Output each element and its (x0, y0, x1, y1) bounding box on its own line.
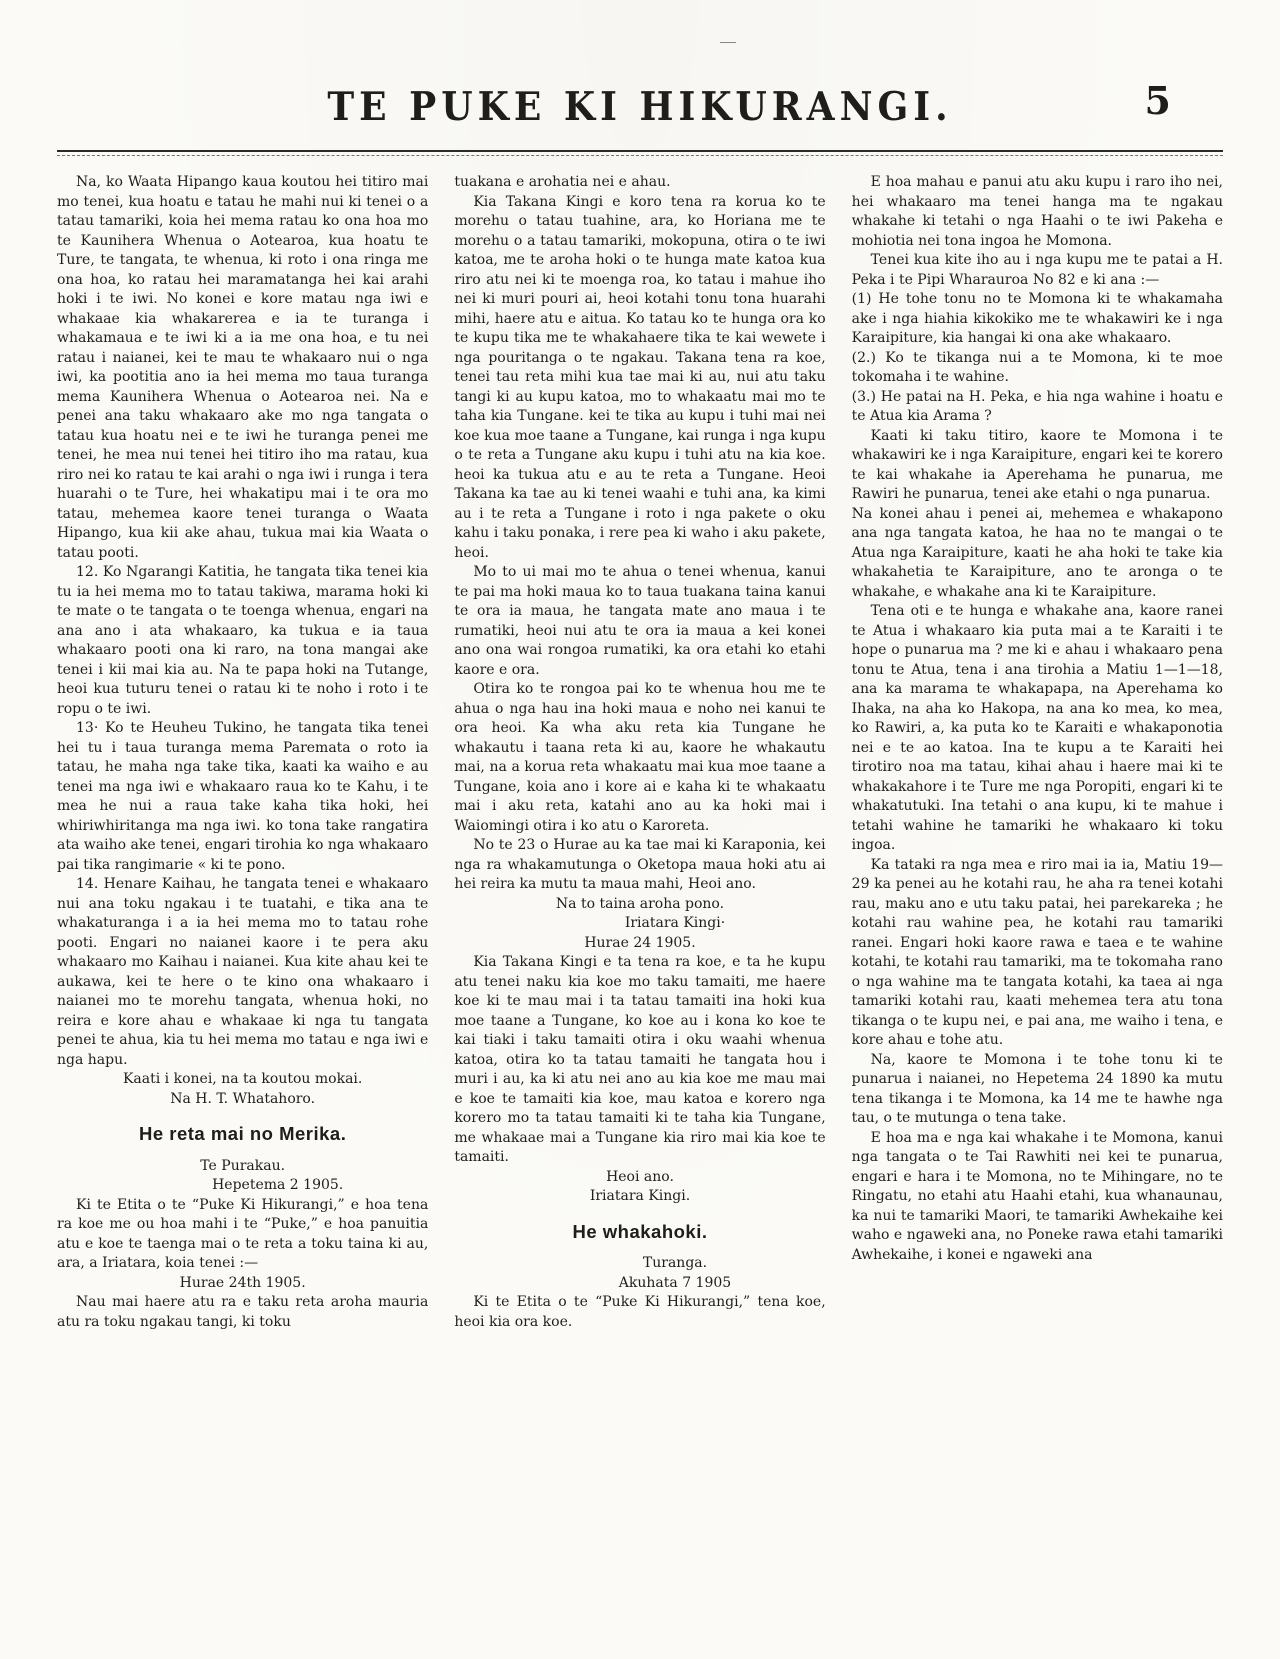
paragraph: 12. Ko Ngarangi Katitia, he tangata tika tenei kia tu ia hei mema mo to tatau takiwa, marama hoki ki te mate o te tangata o te toenga whenua, engari na ana ano i ata whakaaro, ka tukua e ia taua whakaaro pooti ona ki raro, na tona mangai ake tenei i kii mai kia au. Na te papa hoki na Tutange, heoi kua tuturu tenei o ratau ki te noho i roto i te ropu o te iwi. (57, 564, 429, 717)
paragraph: No te 23 o Hurae au ka tae mai ki Karaponia, kei nga ra whakamutunga o Oketopa maua hoki atu ai hei reira ka mutu ta maua mahi, Heoi ano. (454, 837, 826, 892)
paragraph: Na to taina aroha pono. (555, 895, 725, 912)
paragraph: tuakana e arohatia nei e ahau. (454, 174, 671, 190)
paragraph: Kia Takana Kingi e ta tena ra koe, e ta he kupu atu tenei naku kia koe mo taku tamaiti, me haere koe ki te mau mai i ta tatau tamaiti ina hoki kua moe taane a Tungane, ko koe au i kona ko koe te kai tiaki i taku tamaiti otira i oku waahi whenua katoa, otira ko ta tatau tamaiti he tangata hou i muri i au, ka ki atu nei ano au kia koe me mau mai e koe te tamaiti kia koe, mau katoa e korero nga korero mo ta tatau tamaiti ki te taha kia Tungane, me whakaae mai a Tungane kia riro mai kia koe te tamaiti. (454, 954, 826, 1165)
paragraph: Ki te Etita o te “Puke Ki Hikurangi,” tena koe, heoi kia ora koe. (454, 1294, 826, 1330)
paragraph: Ki te Etita o te “Puke Ki Hikurangi,” e hoa tena ra koe me ou hoa mahi i te “Puke,” e hoa panuitia atu e koe te taenga mai o te reta a toku taina ki au, ara, a Iriatara, koia tenei :— (57, 1196, 429, 1271)
column-3 (852, 173, 1223, 1332)
paragraph: Iriatara Kingi. (589, 1188, 691, 1204)
paragraph: Heoi ano. (606, 1168, 674, 1185)
masthead-rule (57, 150, 1223, 156)
paragraph: Na H. T. Whatahoro. (170, 1090, 316, 1107)
paragraph: Otira ko te rongoa pai ko te whenua hou me te ahua o nga hau ina hoki maua e noho nei kanui te ora heoi. Ka wha aku reta kia Tungane he whakautu i taana reta ki au, kaore he whakautu mai, na a korua reta whakaatu mai kua moe taane a Tungane, koia ano i kore ai e kaha ki te whakaatu mai i aku reta, katahi ano au ka hoki mai i Waiomingi otira i ko atu o Karoreta. (454, 681, 826, 834)
paragraph: Tenei kua kite iho au i nga kupu me te patai a H. Peka i te Pipi Wharauroa No 82 e ki ana :— (851, 252, 1223, 288)
paragraph: Akuhata 7 1905 (618, 1274, 732, 1291)
column-2 (454, 173, 825, 1332)
article-columns (57, 173, 1223, 1332)
paragraph: Tena oti e te hunga e whakahe ana, kaore ranei te Atua i whakaaro kia puta mai a te Karaiti i te hope o punarua ma ? me ki e ahau i whakaaro pena tonu te Atua, tena i ana tirohia a Matiu 1—1—18, ana ka marama te whakapapa, na Aperehama ko Ihaka, na aha ko Hakopa, na ana ko mea, ko mea, ko Rawiri, a, ka puta ko te Karaiti e whakaponotia nei e te ao katoa. Ina te kupu a te Karaiti hei tirotiro noa ma tatau, kihai ahau i haere mai ki te whakakahore i te Ture me nga Poropiti, engari ki te whakatutuki. Ina tetahi o ana kupu, ki te mahue i tetahi wahine he tamariki he whakaaro ki toku ingoa. (851, 603, 1223, 853)
paragraph: Turanga. (642, 1255, 708, 1271)
column-1 (57, 173, 428, 1332)
paragraph: Ka tataki ra nga mea e riro mai ia ia, Matiu 19—29 ka penei au he kotahi rau, he aha ra tenei kotahi rau, maku ano e utu taku patai, hei parekareka ; he kotahi rau wahine pea, he kotahi rau tamariki ranei. Engari hoki kaore rawa e taea e te wahine kotahi, te kotahi rau tamariki, ma te tokomaha rano o nga wahine ma te tangata kotahi, ka taea ai nga tamariki kotahi rau, kaati mehemea tera atu tona tikanga o te kupu nei, e pai ana, me waiho i tena, e kore ahau e tohe atu. (851, 856, 1223, 1048)
rule-dashed (57, 155, 1223, 156)
paragraph: (3.) He patai na H. Peka, e hia nga wahine i hoatu e te Atua kia Arama ? (851, 388, 1223, 424)
paragraph: (2.) Ko te tikanga nui a te Momona, ki te moe tokomaha i te wahine. (851, 349, 1223, 385)
paragraph: Nau mai haere atu ra e taku reta aroha mauria atu ra toku ngakau tangi, ki toku (57, 1294, 429, 1330)
top-fold-mark (720, 42, 736, 43)
paragraph: E hoa mahau e panui atu aku kupu i raro iho nei, hei whakaaro ma tenei hanga ma te ngakau whakahe ki tetahi o nga Haahi o te iwi Pakeha e mohiotia nei tona ingoa he Momona. (851, 174, 1223, 249)
paragraph: E hoa ma e nga kai whakahe i te Momona, kanui nga tangata o te Tai Rawhiti nei kei te punarua, engari e hara i te Momona, no te Mihingare, no te Ringatu, no etahi atu Haahi etahi, kua whanaunau, ka nui te tamariki Maori, te tamariki Awhekaihe kei waho e ngaweki ana, no Poneke rawa etahi tamariki Awhekaihe, i konei e ngaweki ana (851, 1129, 1223, 1263)
paragraph: Kaati ki taku titiro, kaore te Momona i te whakawiri ke i nga Karaipiture, engari kei te korero te kai whakahe ia Aperehama he punarua, me Rawiri he punarua, tenei ake etahi o nga punarua. (851, 427, 1223, 502)
paragraph: Mo to ui mai mo te ahua o tenei whenua, kanui te pai ma hoki maua ko to taua tuakana taina kanui te ora ia maua, he tangata mate ano maua i te rumatiki, heoi nui atu te ora ia maua a kei konei ano ona wai rongoa rumatiki, ka ora etahi ko etahi kaore e ora. (454, 564, 826, 678)
section-heading: He whakahoki. (572, 1220, 708, 1242)
section-heading: He reta mai no Merika. (138, 1123, 347, 1144)
paragraph: Te Purakau. (200, 1157, 286, 1174)
paragraph: 13· Ko te Heuheu Tukino, he tangata tika tenei hei tu i taua turanga mema Paremata o roto ia tatau, he maha nga take tika, kaati ka waiho e au tenei ma nga iwi e whakaaro raua ko te Kahu, i te mea he nui a raua take kaha tika hoki, hei whiriwhiritanga ma nga iwi. ko tona take rangatira ata waiho ake tenei, engari tirohia ko nga whakaaro pai tika rangimarie « ki te pono. (57, 720, 429, 873)
paragraph: Na konei ahau i penei ai, mehemea e whakapono ana nga tangata katoa, he haa no te mangai o te Atua nga Karaipiture, kaati he aha hoki te take kia whakahetia te Karaipiture, ano te aronga o te whakahe, e whakahe ana ki te Karaipiture. (851, 505, 1223, 600)
masthead (57, 78, 1223, 138)
paragraph: Kia Takana Kingi e koro tena ra korua ko te morehu o tatau tuahine, ara, ko Horiana me te morehu o a tatau tamariki, mokopuna, otira o te iwi katoa, me te aroha hoki o te hunga mate katoa kua riro atu nei ki te moenga roa, ko tatau i mahue iho nei ki muri pouri ai, heoi kotahi tonu tona huarahi mihi, haere atu e aitua. Ko tatau ko te hunga ora ko te kupu tika me te whakahaere tika te kai wewete i nga pouritanga o te ngakau. Takana tena ra koe, tenei tau reta mihi kua tae mai ki au, nui atu taku tangi ki au kupu katoa, mo to whakaatu mai mo te taha kia Tungane. kei te tika au kupu i tuhi mai nei koe kua moe taane a Tungane, kai runga i nga kupu o te reta a Tungane aku kupu i tuhi atu na kia koe. heoi ka tukua atu e au te reta a Tungane. Heoi Takana ka tae au ki tenei waahi e tuhi ana, ka kimi au i te reta a Tungane i roto i nga pakete o oku kahu i taku ponaka, i rere pea ki waho i aku pakete, heoi. (454, 193, 826, 561)
paragraph: Hurae 24th 1905. (179, 1274, 306, 1291)
paragraph: Na, kaore te Momona i te tohe tonu ki te punarua i naianei, no Hepetema 24 1890 ka mutu tena tikanga i te Momona, ka 14 me te hawhe nga tau, o te mutunga o tena take. (851, 1051, 1223, 1126)
newspaper-title: TE PUKE KI HIKURANGI. (327, 84, 953, 130)
paragraph: Hepetema 2 1905. (212, 1177, 344, 1193)
paragraph: Kaati i konei, na ta koutou mokai. (122, 1071, 363, 1087)
paragraph: Iriatara Kingi· (624, 915, 726, 931)
paragraph: Hurae 24 1905. (584, 934, 696, 951)
paragraph: Na, ko Waata Hipango kaua koutou hei titiro mai mo tenei, kua hoatu e tatau he mahi nui ki tenei o a tatau tamariki, koia hei mema ratau ko ona hoa mo te Kaunihera Whenua o Aotearoa, kua hoatu te Ture, te tangata, te whenua, ki roto i ona ringa me ona hoa, ko ratau hei maramatanga hei kai arahi hoki i te iwi. No konei e kore matau nga iwi e whakaae kia whakarerea e ia te turanga i whakamaua e te iwi ki a ia me ona hoa, e tu nei ratau i naianei, kei te mau te whakaaro nui o nga iwi, ka pootitia ano ia hei mema mo taua turanga mema Kaunihera Whenua o Aotearoa nei. Na e penei ana taku whakaaro ake mo nga tangata o tatau kua hoatu nei e te iwi he turanga penei me tenei, he mea nui tenei hei titiro iho ma ratau, kua riro nei ko ratau te kai arahi o nga iwi i runga i tera huarahi o te Ture, hei whakatipu mai i te ora mo tatau, mehemea kaore tenei turanga o Waata Hipango, kua kii ake ahau, tukua mai kia Waata o tatau pooti. (57, 174, 429, 561)
rule-solid (57, 150, 1223, 152)
page-number: 5 (1144, 78, 1171, 123)
paragraph: (1) He tohe tonu no te Momona ki te whakamaha ake i nga hiahia kikokiko me te whakawiri ke i nga Karaipiture, kia hangai ki ona ake whakaaro. (851, 291, 1223, 346)
paragraph: 14. Henare Kaihau, he tangata tenei e whakaaro nui ana toku ngakau i te tuatahi, e tika ana te whakaturanga i a ia hei mema mo to tatau rohe pooti. Engari no naianei kaore i te pera aku whakaaro mo Kaihau i naianei. Kua kite ahau kei te aukawa, kei te here o te kino ona whakaaro i naianei mo te morehu tangata, whenua hoki, no reira e kore ahau e whakaae ki nga tu tangata penei te ahua, kia tu hei mema mo tatau e nga iwi e nga hapu. (57, 876, 429, 1068)
